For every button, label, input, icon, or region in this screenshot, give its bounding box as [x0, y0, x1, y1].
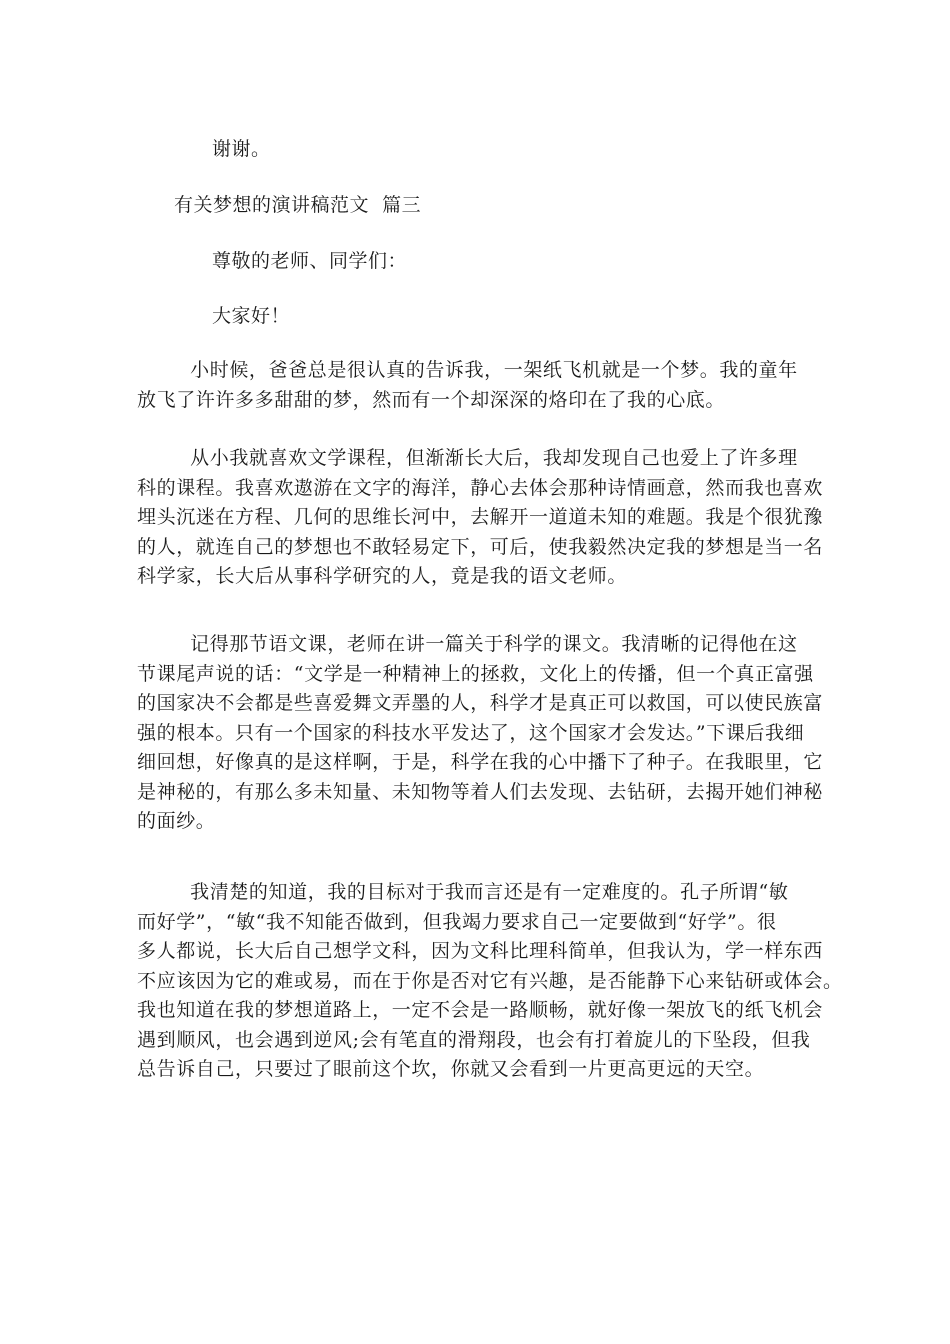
paragraph-line: 节课尾声说的话：“文学是一种精神上的拯救，文化上的传播，但一个真正富强	[137, 662, 814, 685]
paragraph-line: 多人都说，长大后自己想学文科，因为文科比理科简单，但我认为，学一样东西	[137, 940, 824, 962]
paragraph-1	[137, 356, 827, 415]
paragraph-line: 细回想，好像真的是这样啊，于是，科学在我的心中播下了种子。在我眼里，它	[137, 751, 824, 773]
closing-text: 谢谢。	[212, 138, 271, 160]
paragraph-line: 总告诉自己，只要过了眼前这个坎，你就又会看到一片更高更远的天空。	[137, 1058, 765, 1080]
paragraph-line: 我清楚的知道，我的目标对于我而言还是有一定难度的。孔子所谓“敏	[137, 881, 789, 903]
paragraph-line: 的面纱。	[137, 810, 216, 832]
paragraph-line: 遇到顺风，也会遇到逆风;会有笔直的滑翔段，也会有打着旋儿的下坠段，但我	[137, 1028, 811, 1051]
paragraph-line: 而好学”，“敏“我不知能否做到，但我竭力要求自己一定要做到“好学”。很	[137, 910, 777, 933]
paragraph-line: 我也知道在我的梦想道路上，一定不会是一路顺畅，就好像一架放飞的纸飞机会	[137, 999, 824, 1021]
greeting-text: 大家好！	[212, 305, 291, 327]
paragraph-line: 记得那节语文课，老师在讲一篇关于科学的课文。我清晰的记得他在这	[137, 633, 798, 655]
paragraph-line: 不应该因为它的难或易，而在于你是否对它有兴趣，是否能静下心来钻研或体会。	[137, 969, 843, 992]
paragraph-line: 是神秘的，有那么多未知量、未知物等着人们去发现、去钻研，去揭开她们神秘	[137, 780, 824, 803]
paragraph-line: 小时候，爸爸总是很认真的告诉我，一架纸飞机就是一个梦。我的童年	[137, 359, 798, 381]
paragraph-2	[137, 444, 827, 592]
paragraph-line: 放飞了许许多多甜甜的梦，然而有一个却深深的烙印在了我的心底。	[137, 388, 726, 411]
paragraph-line: 强的根本。只有一个国家的科技水平发达了，这个国家才会发达。”下课后我细	[137, 721, 805, 744]
paragraph-line: 的人，就连自己的梦想也不敢轻易定下，可后，使我毅然决定我的梦想是当一名	[137, 535, 824, 558]
paragraph-4	[137, 878, 843, 1085]
paragraph-line: 埋头沉迷在方程、几何的思维长河中，去解开一道道未知的难题。我是个很犹豫	[137, 506, 824, 528]
paragraph-line: 的国家决不会都是些喜爱舞文弄墨的人，科学才是真正可以救国，可以使民族富	[137, 692, 824, 714]
salutation-text: 尊敬的老师、同学们：	[212, 250, 408, 272]
paragraph-line: 科学家，长大后从事科学研究的人，竟是我的语文老师。	[137, 565, 628, 587]
section-title: 有关梦想的演讲稿范文 篇三	[174, 194, 422, 216]
paragraph-line: 从小我就喜欢文学课程，但渐渐长大后，我却发现自己也爱上了许多理	[137, 447, 798, 469]
paragraph-line: 科的课程。我喜欢遨游在文字的海洋，静心去体会那种诗情画意，然而我也喜欢	[137, 476, 824, 499]
paragraph-3	[137, 630, 827, 837]
